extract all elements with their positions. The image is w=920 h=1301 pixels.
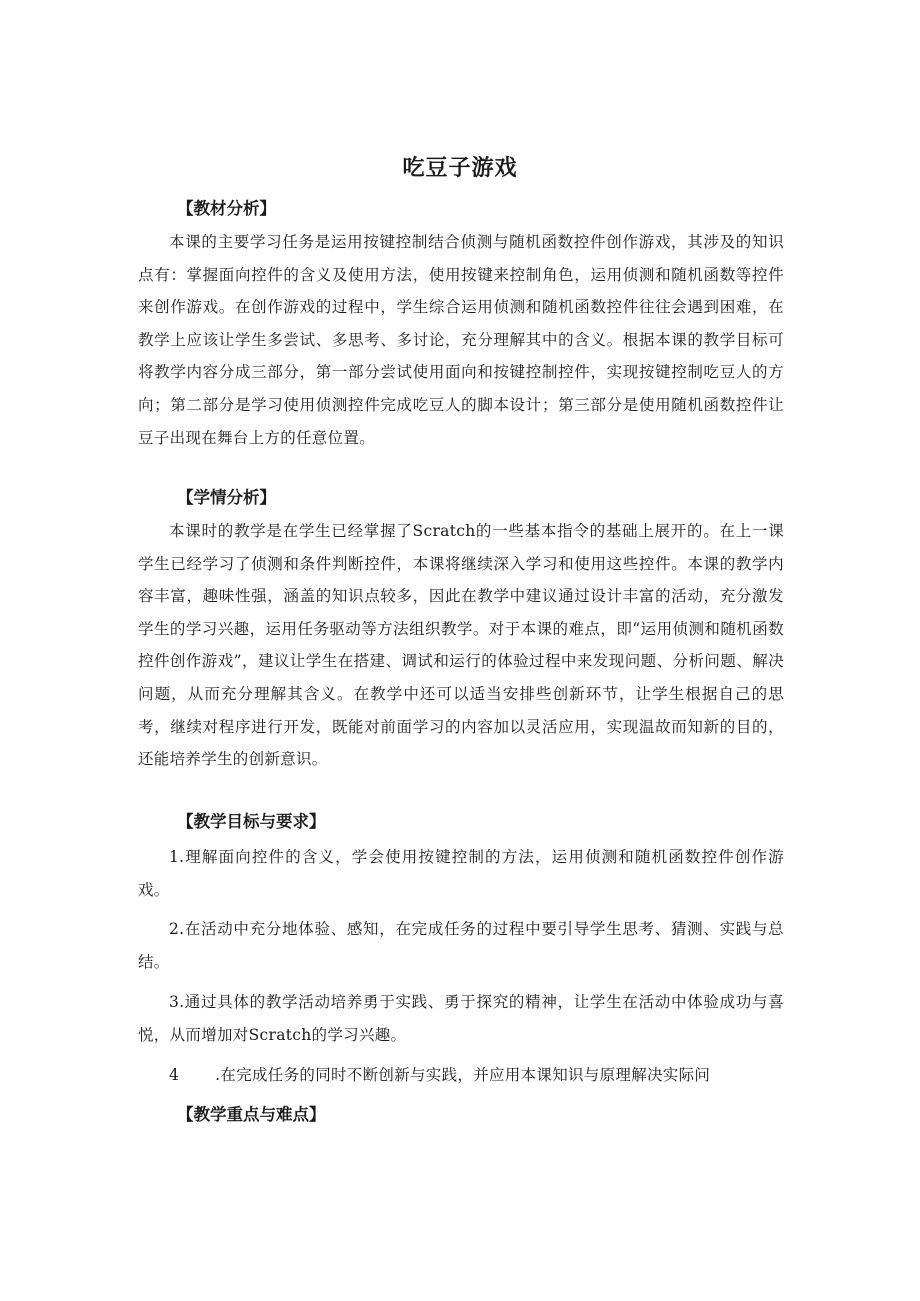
goal-item-text: .理解面向控件的含义，学会使用按键控制的方法，运用侦测和随机函数控件创作游戏。 <box>138 848 784 899</box>
goal-item-1 <box>138 841 784 906</box>
student-analysis-paragraph: 本课时的教学是在学生已经掌握了Scratch的一些基本指令的基础上展开的。在上一课学生已经学习了侦测和条件判断控件，本课将继续深入学习和使用这些控件。本课的教学内容丰富，趣味性强，涵盖的知识点较多，因此在教学中建议通过设计丰富的活动，充分激发学生的学习兴趣，运用任务驱动等方法组织教学。对于本课的难点，即“运用侦测和随机函数控件创作游戏”，建议让学生在搭建、调试和运行的体验过程中来发现问题、分析问题、解决问题，从而充分理解其含义。在教学中还可以适当安排些创新环节，让学生根据自己的思考，继续对程序进行开发，既能对前面学习的内容加以灵活应用，实现温故而知新的目的，还能培养学生的创新意识。 <box>138 522 784 769</box>
goal-item-text: .在活动中充分地体验、感知，在完成任务的过程中要引导学生思考、猜测、实践与总结。 <box>138 920 784 971</box>
goal-item-text: .通过具体的教学活动培养勇于实践、勇于探究的精神，让学生在活动中体验成功与喜悦，从而增加对Scratch的学习兴趣。 <box>138 993 784 1044</box>
document-title: 吃豆子游戏 <box>402 156 518 181</box>
goal-item-4 <box>138 1059 784 1092</box>
goal-item-text: .在完成任务的同时不断创新与实践，并应用本课知识与原理解决实际问 <box>215 1066 711 1084</box>
goal-item-number: 2 <box>169 920 180 938</box>
goal-item-number: 3 <box>169 993 180 1011</box>
section-heading-goals: 【教学目标与要求】 <box>177 812 326 831</box>
goal-item-2 <box>138 913 784 978</box>
goal-item-number: 4 <box>169 1066 180 1084</box>
section-heading-textbook-analysis: 【教材分析】 <box>177 199 276 218</box>
textbook-analysis-paragraph: 本课的主要学习任务是运用按键控制结合侦测与随机函数控件创作游戏，其涉及的知识点有：掌握面向控件的含义及使用方法，使用按键来控制角色，运用侦测和随机函数等控件来创作游戏。在创作游戏的过程中，学生综合运用侦测和随机函数控件往往会遇到困难，在教学上应该让学生多尝试、多思考、多讨论，充分理解其中的含义。根据本课的教学目标可将教学内容分成三部分，第一部分尝试使用面向和按键控制控件，实现按键控制吃豆人的方向；第二部分是学习使用侦测控件完成吃豆人的脚本设计；第三部分是使用随机函数控件让豆子出现在舞台上方的任意位置。 <box>138 233 784 447</box>
goal-item-3 <box>138 986 784 1051</box>
section-heading-student-analysis: 【学情分析】 <box>177 488 276 507</box>
goal-item-number: 1 <box>169 848 180 866</box>
section-heading-key-points: 【教学重点与难点】 <box>177 1105 326 1124</box>
